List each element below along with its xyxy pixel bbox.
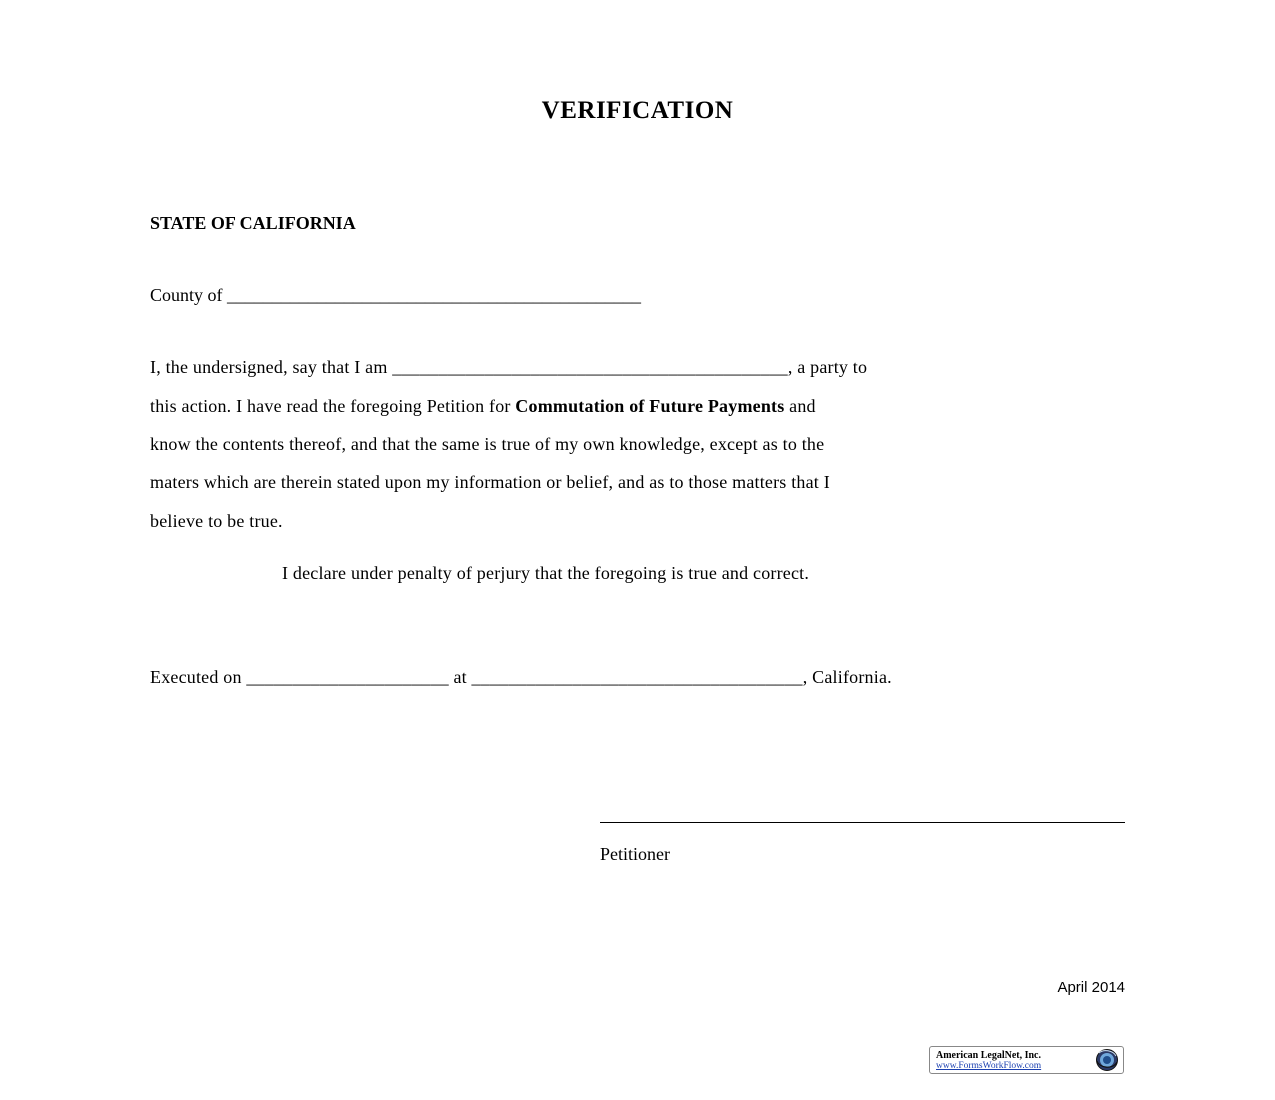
logo-url-link[interactable]: www.FormsWorkFlow.com bbox=[936, 1061, 1042, 1071]
body-line-1: I, the undersigned, say that I am ___________________________________________, a party to bbox=[150, 357, 868, 377]
signature-line bbox=[600, 822, 1125, 823]
petition-title-bold: Commutation of Future Payments bbox=[515, 396, 785, 416]
globe-icon bbox=[1093, 1048, 1119, 1072]
body-line-5: believe to be true. bbox=[150, 511, 283, 531]
signature-label: Petitioner bbox=[600, 844, 670, 864]
state-heading: STATE OF CALIFORNIA bbox=[150, 213, 356, 233]
body-line-2-post: and bbox=[784, 396, 816, 416]
footer-date: April 2014 bbox=[1057, 979, 1125, 996]
logo-company-name: American LegalNet, Inc. bbox=[936, 1050, 1041, 1061]
executed-line: Executed on ______________________ at ____________________________________, California. bbox=[150, 667, 892, 687]
company-logo bbox=[929, 1046, 1124, 1074]
body-line-4: maters which are therein stated upon my information or belief, and as to those matters that I bbox=[150, 472, 830, 492]
document-title: VERIFICATION bbox=[541, 97, 734, 124]
body-line-3: know the contents thereof, and that the same is true of my own knowledge, except as to the bbox=[150, 434, 825, 454]
county-field-line: County of ______________________________________________ bbox=[150, 285, 642, 305]
body-line-2 bbox=[150, 396, 816, 417]
body-line-2-pre: this action. I have read the foregoing Petition for bbox=[150, 396, 516, 416]
perjury-declaration: I declare under penalty of perjury that the foregoing is true and correct. bbox=[282, 563, 810, 583]
